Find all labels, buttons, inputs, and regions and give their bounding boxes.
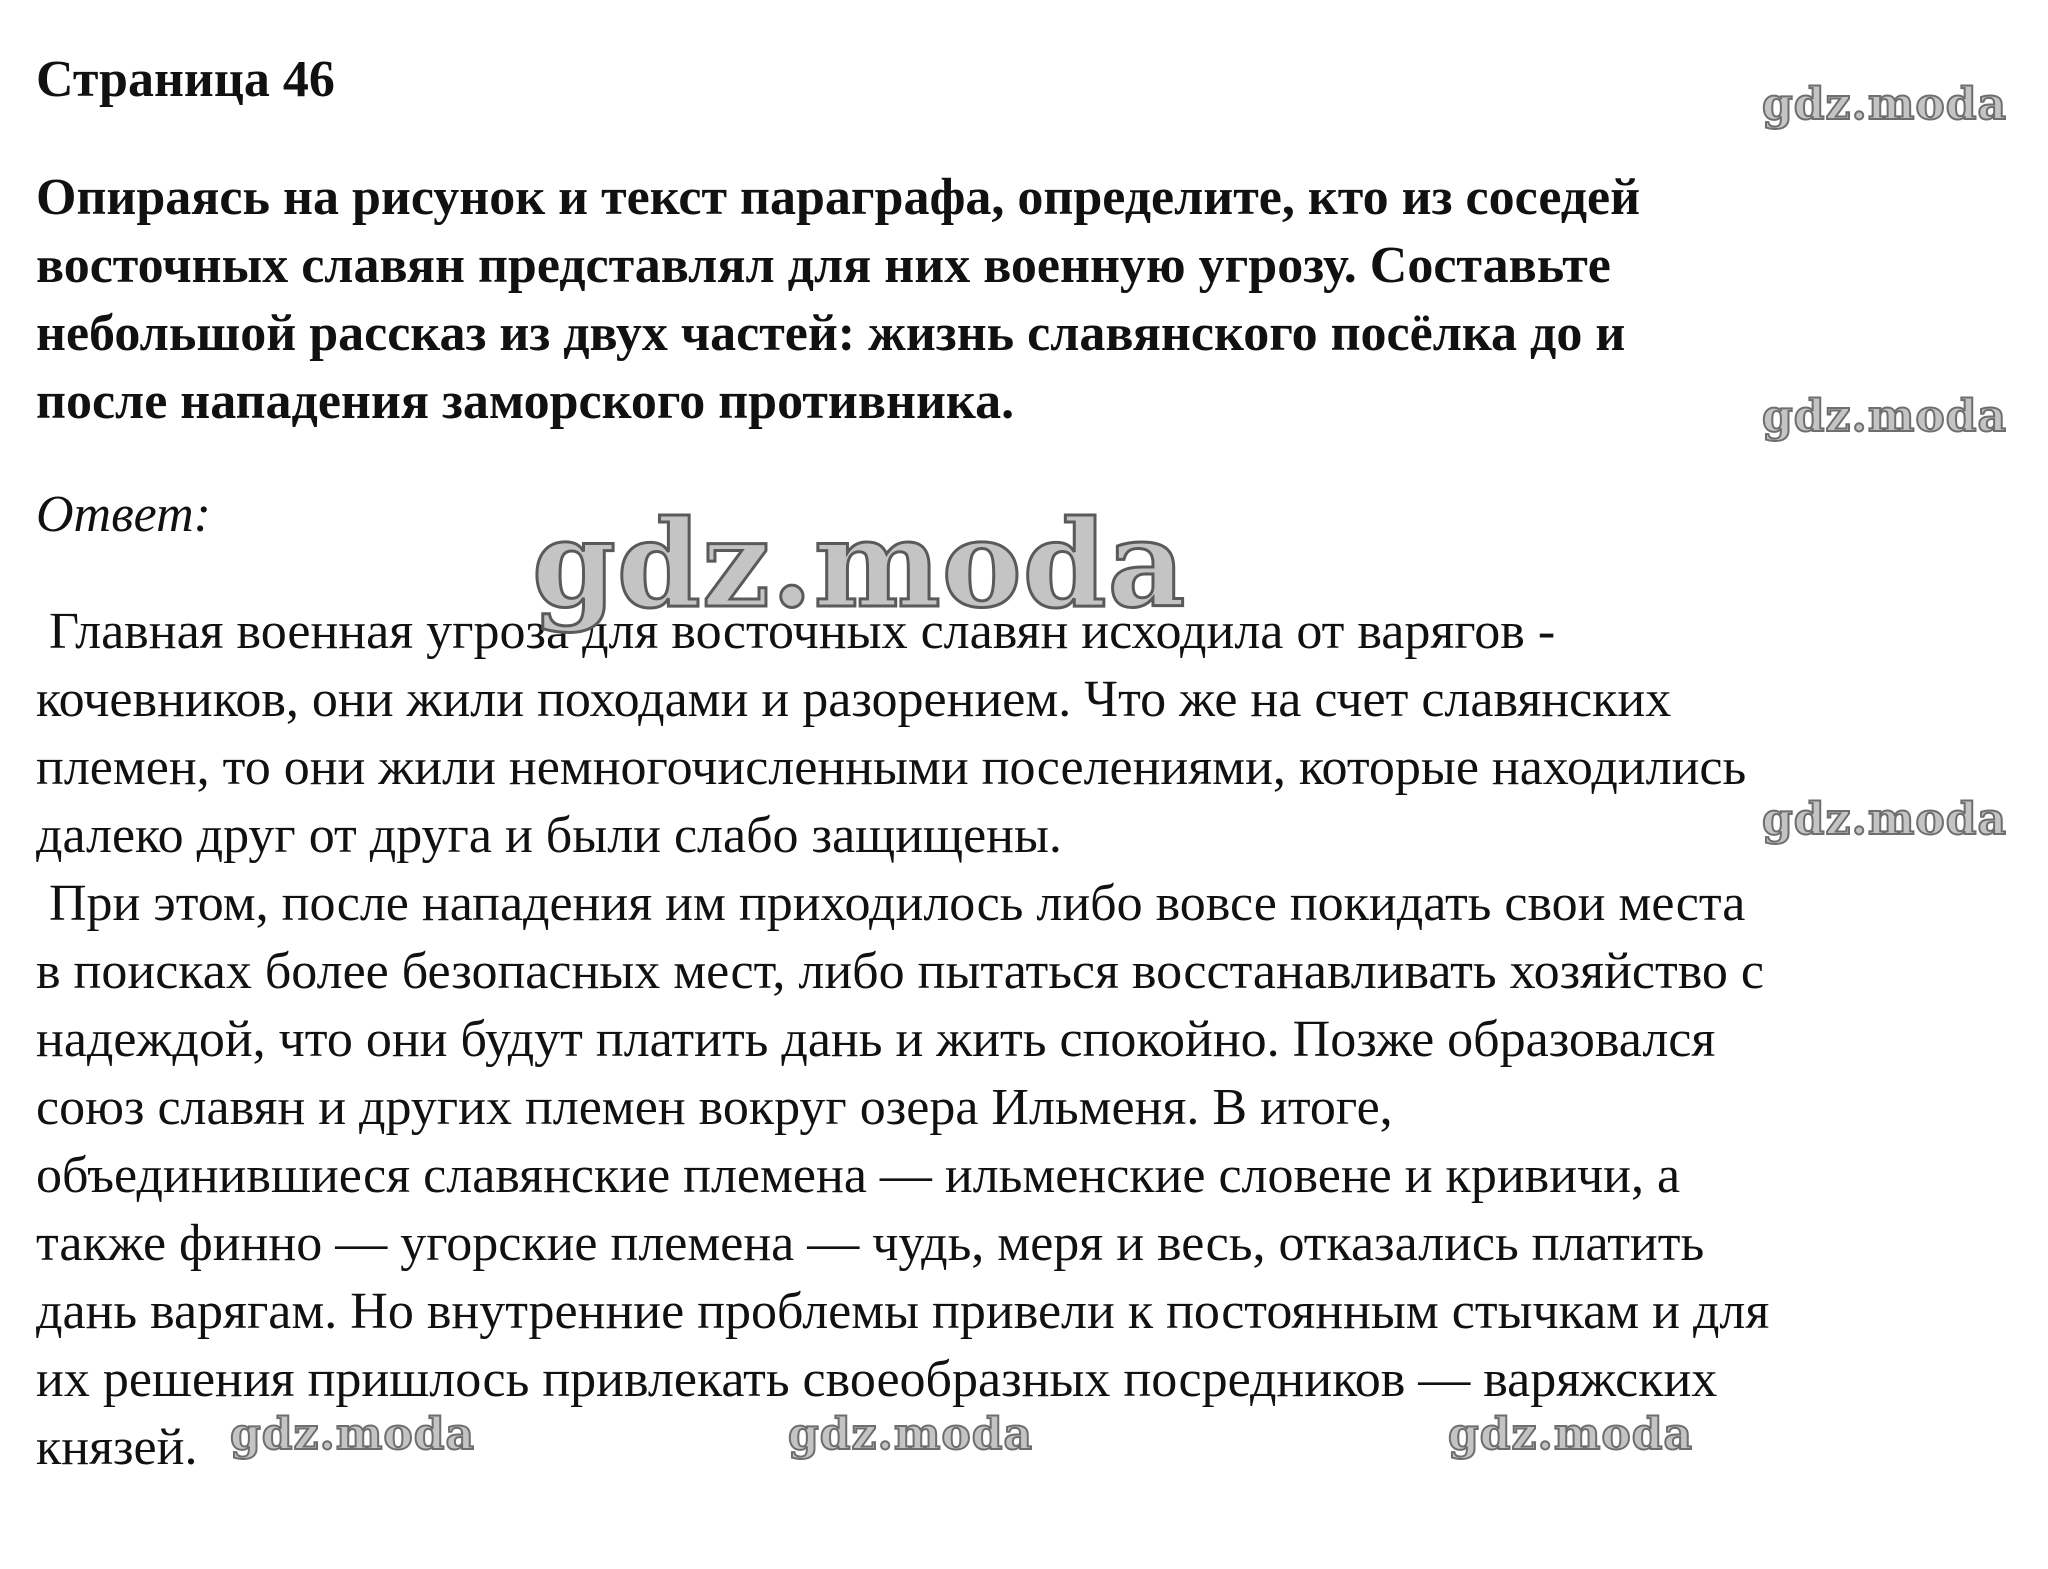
answer-line: также финно — угорские племена — чудь, меря и весь, отказались платить [36, 1215, 1705, 1272]
task-line: восточных славян представлял для них военную угрозу. Составьте [36, 237, 1611, 294]
watermark: gdz.moda [1448, 1409, 1694, 1460]
watermark: gdz.moda [788, 1409, 1034, 1460]
task-text [36, 164, 1956, 436]
answer-line: союз славян и других племен вокруг озера Ильменя. В итоге, [36, 1079, 1393, 1136]
answer-line: дань варягам. Но внутренние проблемы привели к постоянным стычкам и для [36, 1283, 1770, 1340]
task-line: Опираясь на рисунок и текст параграфа, определите, кто из соседей [36, 169, 1641, 226]
answer-line: Главная военная угроза для восточных славян исходила от варягов - [36, 603, 1556, 660]
watermark: gdz.moda [230, 1409, 476, 1460]
answer-line: в поисках более безопасных мест, либо пытаться восстанавливать хозяйство с [36, 943, 1764, 1000]
answer-line: племен, то они жили немногочисленными поселениями, которые находились [36, 739, 1747, 796]
answer-line: их решения пришлось привлекать своеобразных посредников — варяжских [36, 1351, 1718, 1408]
page-title: Страница 46 [36, 51, 335, 108]
watermark: gdz.moda [1762, 391, 2008, 442]
answer-line: кочевников, они жили походами и разорением. Что же на счет славянских [36, 671, 1672, 728]
answer-line: надеждой, что они будут платить дань и жить спокойно. Позже образовался [36, 1011, 1716, 1068]
task-line: небольшой рассказ из двух частей: жизнь славянского посёлка до и [36, 305, 1626, 362]
answer-line: При этом, после нападения им приходилось либо вовсе покидать свои места [36, 875, 1746, 932]
watermark: gdz.moda [1762, 79, 2008, 130]
answer-line: князей. [36, 1419, 198, 1476]
answer-line: объединившиеся славянские племена — ильменские словене и кривичи, а [36, 1147, 1681, 1204]
task-line: после нападения заморского противника. [36, 373, 1015, 430]
answer-text [36, 598, 2026, 1482]
answer-line: далеко друг от друга и были слабо защищены. [36, 807, 1062, 864]
answer-label: Ответ: [36, 486, 211, 543]
watermark: gdz.moda [532, 494, 1187, 635]
watermark: gdz.moda [1762, 794, 2008, 845]
